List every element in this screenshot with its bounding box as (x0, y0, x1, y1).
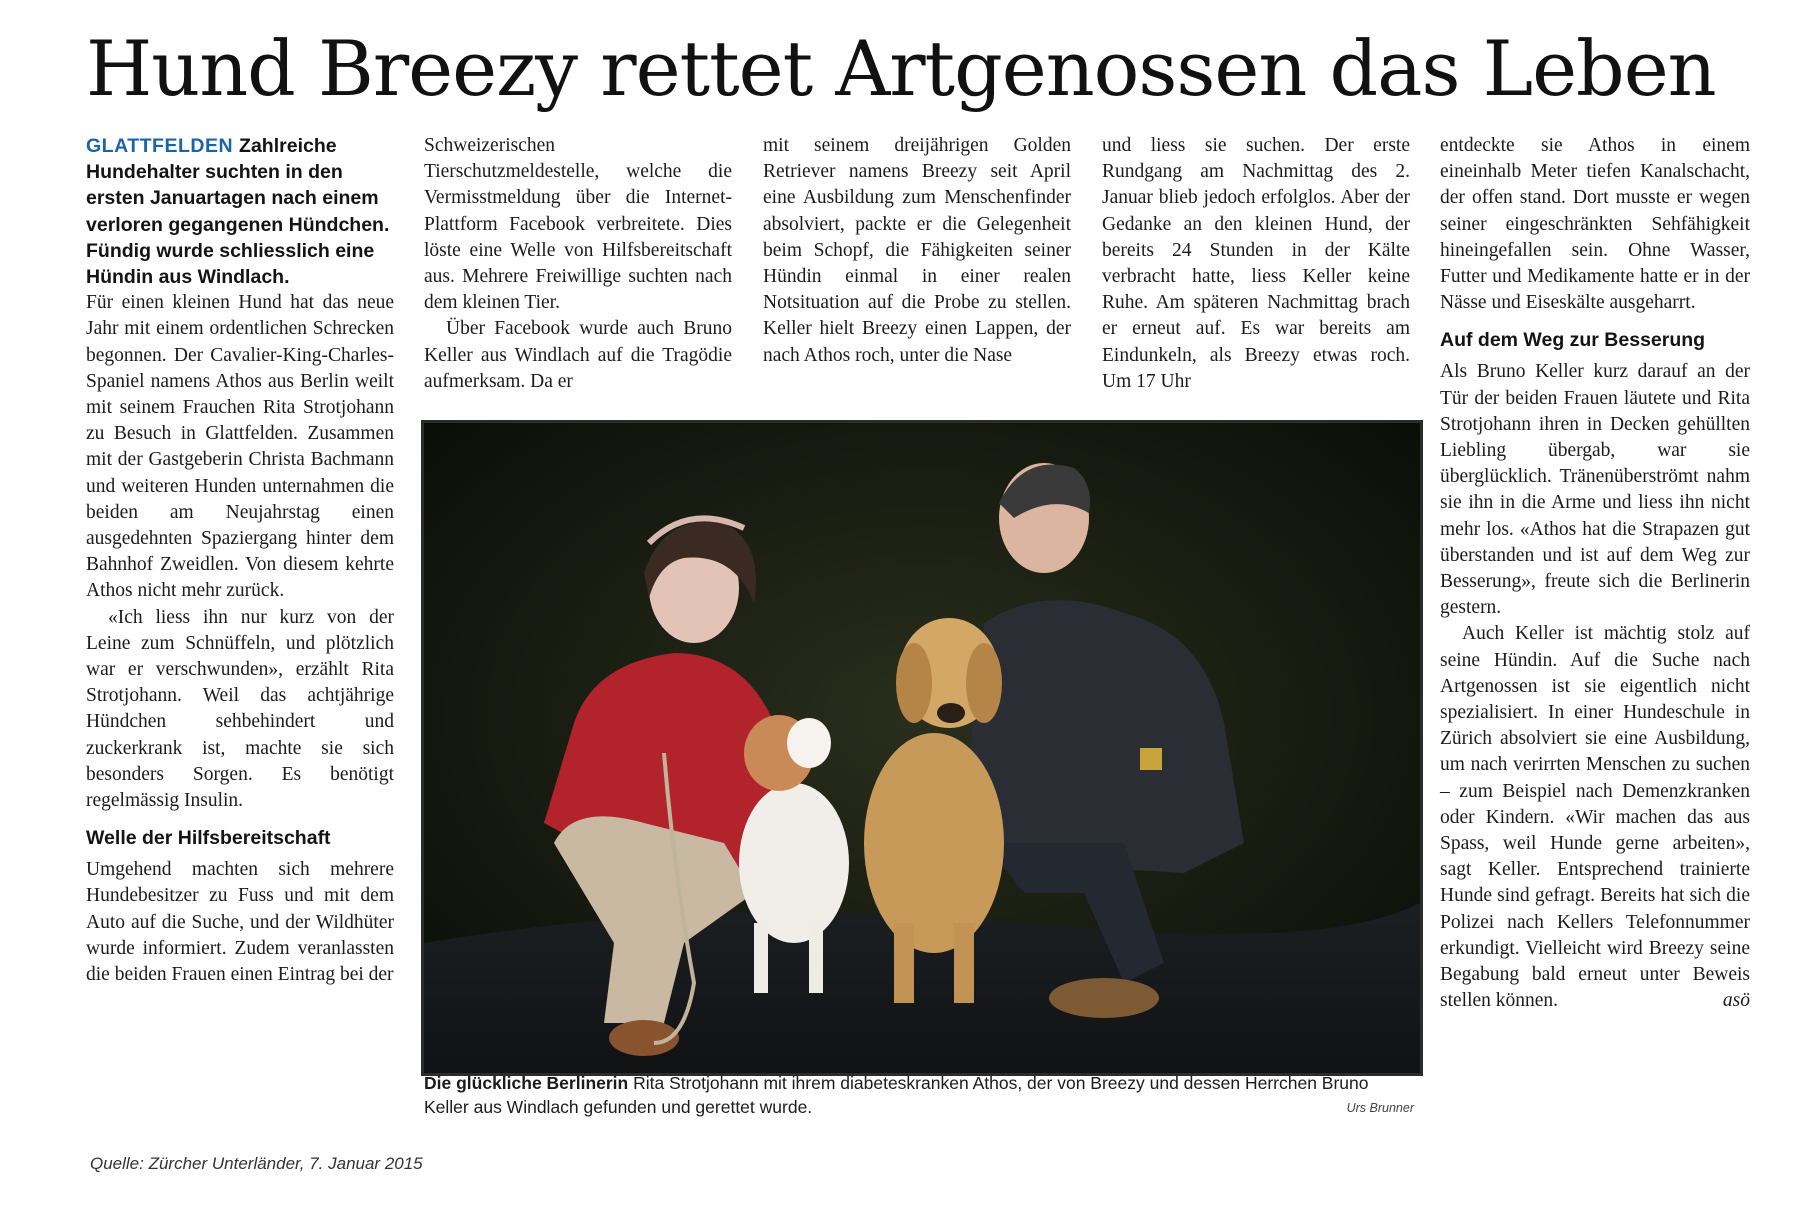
source-line: Quelle: Zürcher Unterländer, 7. Januar 2015 (90, 1154, 423, 1173)
body-paragraph: und liess sie suchen. Der erste Rundgang am Nachmittag des 2. Januar blieb jedoch erfolglos. Aber der Gedanke an den kleinen Hund, der bereits 24 Stunden in der Kälte verbracht hatte, liess Keller keine Ruhe. Am späteren Nachmittag brach er erneut auf. Es war bereits am Eindunkeln, als Breezy etwas roch. Um 17 Uhr (1102, 135, 1410, 392)
photo-illustration (424, 423, 1420, 1073)
lead-paragraph (86, 133, 394, 290)
body-paragraph: Als Bruno Keller kurz darauf an der Tür der beiden Frauen läutete und Rita Strotjohann ihren in Decken gehüllten Liebling übergab, war sie überglücklich. Tränenüberströmt nahm sie ihn in die Arme und liess ihn nicht mehr los. «Athos hat die Strapazen gut überstanden und ist auf dem Weg zur Besserung», freute sich die Berlinerin gestern. (1440, 361, 1750, 619)
body-paragraph: «Ich liess ihn nur kurz von der Leine zum Schnüffeln, und plötzlich war er verschwunden», erzählt Rita Strotjohann. Weil das achtjährige Hündchen sehbehindert und zuckerkrank ist, machte sie sich besonders Sorgen. Es benötigt regelmässig Insulin. (86, 606, 394, 812)
column-4 (1102, 133, 1410, 395)
last-paragraph-text: Auch Keller ist mächtig stolz auf seine Hündin. Auf die Suche nach Artgenossen ist sie eigentlich nicht spezialisiert. In einer Hundeschule in Zürich absolviert sie eine Ausbildung, um nach verirrten Menschen zu suchen – zum Beispiel nach Demenzkranken oder Kindern. «Wir machen das aus Spass, weil Hunde gerne arbeiten», sagt Keller. Entsprechend trainierte Hunde sind gefragt. Bereits hat sich die Polizei nach Kellers Telefonnummer erkundigt. Vielleicht wird Breezy seine Begabung bald erneut unter Beweis stellen können. (1440, 623, 1750, 1012)
body-paragraph: Umgehend machten sich mehrere Hundebesitzer zu Fuss und mit dem Auto auf die Suche, und der Wildhüter wurde informiert. Zudem veranlassten die beiden Frauen einen Eintrag bei der (86, 859, 394, 986)
photo-credit: Urs Brunner (1346, 1101, 1414, 1115)
author-initials: asö (1722, 990, 1750, 1012)
headline: Hund Breezy rettet Artgenossen das Leben (86, 24, 1716, 113)
column-5 (1440, 133, 1750, 1015)
column-3 (763, 133, 1071, 369)
article-photo (421, 420, 1423, 1076)
body-paragraph: mit seinem dreijährigen Golden Retriever namens Breezy seit April eine Ausbildung zum Menschenfinder absolviert, packte er die Gelegenheit beim Schopf, die Fähigkeiten seiner Hündin einmal in einer realen Notsituation auf die Probe zu stellen. Keller hielt Breezy einen Lappen, der nach Athos roch, unter die Nase (763, 135, 1071, 366)
body-paragraph (1440, 621, 1750, 1014)
lead-text: Zahlreiche Hundehalter suchten in den ersten Januartagen nach einem verloren gegangenen Hündchen. Fündig wurde schliesslich eine Hündin aus Windlach. (86, 135, 390, 289)
body-paragraph: Schweizerischen Tierschutzmeldestelle, welche die Vermisstmeldung über die Internet-Plattform Facebook verbreitete. Dies löste eine Welle von Hilfsbereitschaft aus. Mehrere Freiwillige suchten nach dem kleinen Tier. (424, 135, 732, 314)
subheading-welle: Welle der Hilfsbereitschaft (86, 827, 331, 850)
subheading-besserung: Auf dem Weg zur Besserung (1440, 329, 1706, 352)
body-paragraph: Über Facebook wurde auch Bruno Keller aus Windlach auf die Tragödie aufmerksam. Da er (424, 318, 732, 392)
body-paragraph: entdeckte sie Athos in einem eineinhalb Meter tiefen Kanalschacht, der offen stand. Dort musste er wegen seiner eingeschränkten Sehfähigkeit hineingefallen sein. Ohne Wasser, Futter und Medikamente hatte er in der Nässe und Eiseskälte ausgeharrt. (1440, 135, 1750, 314)
photo-caption (424, 1071, 1414, 1119)
caption-bold: Die glückliche Berlinerin (424, 1073, 629, 1093)
body-paragraph: Für einen kleinen Hund hat das neue Jahr mit einem ordentlichen Schrecken begonnen. Der Cavalier-King-Charles-Spaniel namens Athos aus Berlin weilt mit seinem Frauchen Rita Strotjohann zu Besuch in Glattfelden. Zusammen mit der Gastgeberin Christa Bachmann und weiteren Hunden unternahmen die beiden am Neujahrstag einen ausgedehnten Spaziergang hinter dem Bahnhof Zweidlen. Von diesem kehrte Athos nicht mehr zurück. (86, 292, 394, 602)
column-2 (424, 133, 732, 395)
caption-text: Rita Strotjohann mit ihrem diabeteskranken Athos, der von Breezy und dessen Herrchen Bruno Keller aus Windlach gefunden und gerettet wurde. (424, 1073, 1369, 1117)
dateline: GLATTFELDEN (86, 135, 234, 157)
column-1 (86, 133, 394, 988)
